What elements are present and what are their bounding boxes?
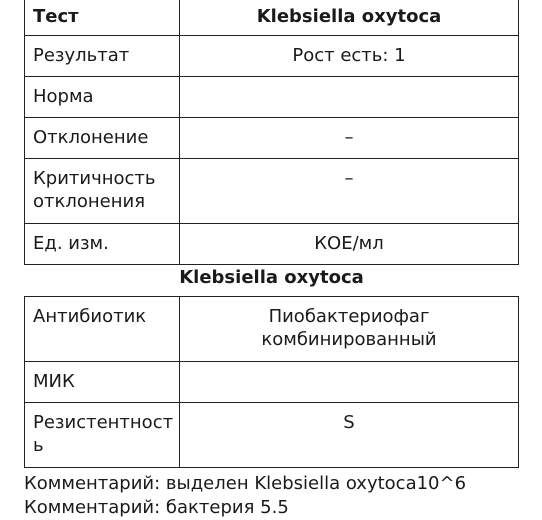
table-row [25,224,519,265]
antibiotic-table [24,296,519,468]
row-label-result: Результат [25,36,180,77]
row-label-criticality: Критичность отклонения [25,159,180,224]
row-label-antibiotic: Антибиотик [25,297,180,362]
antibiotic-section-title: Klebsiella oxytoca [179,267,364,288]
table-header-row [25,0,519,36]
row-label-resistance: Резистентность [25,403,180,468]
table-row [25,159,519,224]
row-value-deviation: – [180,118,519,159]
row-value-criticality: – [180,159,519,224]
test-results-table [24,0,519,265]
table-row [25,297,519,362]
row-value-result: Рост есть: 1 [180,36,519,77]
row-label-norm: Норма [25,77,180,118]
header-organism: Klebsiella oxytoca [180,0,519,36]
table-row [25,36,519,77]
row-label-mic: МИК [25,362,180,403]
table-row [25,362,519,403]
row-value-unit: КОЕ/мл [180,224,519,265]
row-value-norm [180,77,519,118]
table-row [25,403,519,468]
header-test-label: Тест [25,0,180,36]
row-label-unit: Ед. изм. [25,224,180,265]
comment-text-cut: Комментарий: бактерия 5.5 [24,497,289,518]
row-value-resistance: S [180,403,519,468]
row-value-mic [180,362,519,403]
table-row [25,77,519,118]
table-row [25,118,519,159]
comment-text: Комментарий: выделен Klebsiella oxytoca10^6 [24,473,467,494]
row-value-antibiotic: Пиобактериофаг комбинированный [180,297,519,362]
row-label-deviation: Отклонение [25,118,180,159]
